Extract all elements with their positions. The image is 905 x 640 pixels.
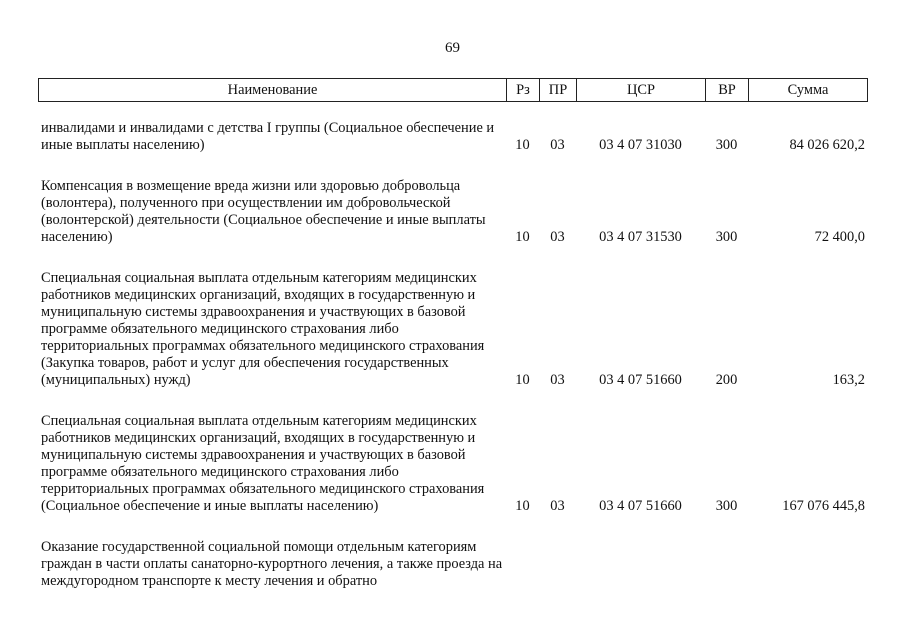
row-name: инвалидами и инвалидами с детства I группы (Социальное обеспечение и иные выплаты населению) [41, 120, 495, 153]
row-csr: 03 4 07 31530 [599, 229, 682, 245]
header-vr: ВР [706, 79, 749, 102]
row-sum: 72 400,0 [814, 229, 865, 245]
row-pr: 03 [550, 137, 565, 153]
row-sum: 163,2 [832, 372, 865, 388]
row-rz: 10 [515, 229, 530, 245]
row-csr: 03 4 07 51660 [599, 498, 682, 514]
row-spacer [38, 389, 867, 413]
budget-table-header [38, 78, 868, 102]
header-name: Наименование [39, 79, 507, 102]
header-rz: Рз [507, 79, 540, 102]
row-name: Оказание государственной социальной помощи отдельным категориям граждан в части оплаты санаторно-курортного лечения, а также проезда на междугородном транспорте к месту лечения и обратно [41, 539, 503, 589]
header-csr: ЦСР [577, 79, 706, 102]
row-csr [576, 539, 705, 590]
row-rz: 10 [515, 498, 530, 514]
header-row [39, 79, 868, 102]
header-sum: Сумма [749, 79, 868, 102]
row-pr [539, 539, 576, 590]
row-name: Специальная социальная выплата отдельным категориям медицинских работников медицинских организаций, входящих в государственную и муниципальную системы здравоохранения и участвующих в базовой программе обязательного медицинского страхования либо территориальных программах обязательного медицинского страхования (Социальное обеспечение и иные выплаты населению) [41, 413, 485, 514]
table-row [38, 539, 867, 590]
row-vr: 300 [715, 229, 738, 245]
row-vr [705, 539, 748, 590]
row-spacer [38, 154, 867, 178]
table-row [38, 413, 867, 515]
table-row [38, 178, 867, 246]
table-row [38, 120, 867, 154]
header-pr: ПР [540, 79, 577, 102]
row-sum: 167 076 445,8 [782, 498, 865, 514]
row-name: Специальная социальная выплата отдельным категориям медицинских работников медицинских организаций, входящих в государственную и муниципальную системы здравоохранения и участвующих в базовой программе обязательного медицинского страхования либо территориальных программах обязательного медицинского страхования (Закупка товаров, работ и услуг для обеспечения государственных (муниципальных) нужд) [41, 270, 485, 388]
row-sum: 84 026 620,2 [789, 137, 865, 153]
page-number: 69 [445, 40, 460, 56]
row-pr: 03 [550, 498, 565, 514]
table-row [38, 270, 867, 389]
row-spacer [38, 515, 867, 539]
row-spacer [38, 246, 867, 270]
row-rz [506, 539, 539, 590]
row-sum [748, 539, 867, 590]
row-vr: 300 [715, 498, 738, 514]
row-rz: 10 [515, 137, 530, 153]
budget-table-body [38, 120, 867, 590]
row-csr: 03 4 07 51660 [599, 372, 682, 388]
row-pr: 03 [550, 372, 565, 388]
row-vr: 200 [715, 372, 738, 388]
row-vr: 300 [715, 137, 738, 153]
row-pr: 03 [550, 229, 565, 245]
row-rz: 10 [515, 372, 530, 388]
row-name: Компенсация в возмещение вреда жизни или здоровью добровольца (волонтера), полученного при осуществлении им добровольческой (волонтерской) деятельности (Социальное обеспечение и иные выплаты населению) [41, 178, 486, 245]
row-csr: 03 4 07 31030 [599, 137, 682, 153]
